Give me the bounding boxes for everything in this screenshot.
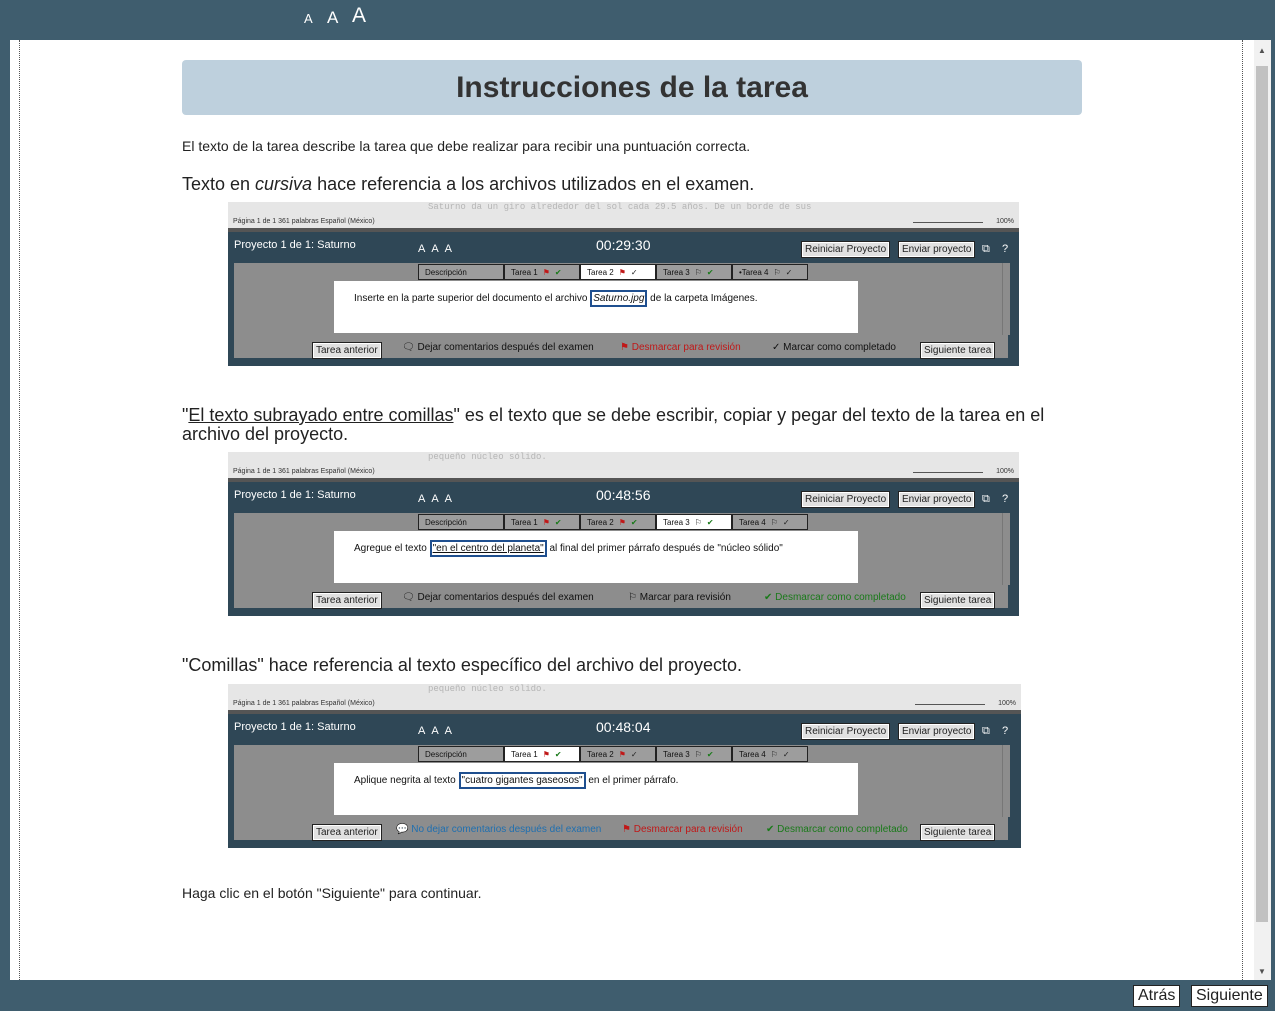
tab-task-2: Tarea 2 ⚑ ✓ [580, 746, 656, 762]
timer: 00:29:30 [596, 237, 651, 253]
restore-icon: ⧉ [982, 493, 990, 505]
project-title: Proyecto 1 de 1: Saturno [234, 721, 356, 733]
comment-icon: 🗨 [402, 592, 415, 603]
check-icon: ✔ [554, 268, 562, 277]
tab-task-4: Tarea 4 ⚐ ✓ [732, 746, 808, 762]
divider [19, 40, 20, 980]
word-status-bar: pequeño núcleo sólido. Página 1 de 1 361 palabras Español (México) 100% [228, 452, 1019, 482]
tab-task-2: Tarea 2 ⚑ ✓ [580, 264, 656, 280]
font-size-medium-button[interactable]: A [327, 8, 339, 27]
no-comments: 💬 No dejar comentarios después del examen [396, 824, 602, 835]
word-status-bar: Saturno da un giro alrededor del sol cada 29.5 años. De un borde de sus Página 1 de 1 361 palabras Español (México) 100% [228, 202, 1019, 232]
tab-task-1: Tarea 1 ⚑ ✔ [504, 746, 580, 762]
submit-project-button: Enviar proyecto [898, 723, 975, 740]
leave-comments: 🗨 Dejar comentarios después del examen [402, 592, 594, 603]
tab-task-1: Tarea 1 ⚑ ✔ [504, 514, 580, 530]
task-text: Inserte en la parte superior del documento el archivo Saturno.jpg de la carpeta Imágenes. [334, 281, 858, 333]
flag-outline-icon: ⚐ [694, 518, 702, 527]
tab-task-1: Tarea 1 ⚑ ✔ [504, 264, 580, 280]
tab-description: Descripción [418, 514, 504, 530]
timer: 00:48:04 [596, 719, 651, 735]
help-icon: ? [1002, 493, 1009, 505]
task-text: Agregue el texto "en el centro del planeta" al final del primer párrafo después de "núcleo sólido" [334, 531, 858, 583]
unmark-complete: ✔ Desmarcar como completado [764, 592, 906, 603]
font-size-controls: AAA [418, 493, 459, 505]
title-banner [182, 60, 1082, 115]
help-icon: ? [1002, 725, 1009, 737]
check-icon: ✔ [764, 592, 773, 603]
example-screenshot-3 [228, 684, 1021, 848]
help-icon: ? [1002, 243, 1009, 255]
scrollbar [1002, 745, 1010, 817]
example-screenshot-1 [228, 202, 1019, 366]
quotes-explanation: "Comillas" hace referencia al texto específico del archivo del proyecto. [182, 655, 743, 675]
check-icon: ✓ [772, 342, 781, 353]
tab-task-4: Tarea 4 ⚐ ✓ [732, 514, 808, 530]
check-icon: ✔ [766, 824, 775, 835]
task-text: Aplique negrita al texto "cuatro gigantes gaseosos" en el primer párrafo. [334, 763, 858, 815]
check-outline-icon: ✓ [782, 750, 790, 759]
submit-project-button: Enviar proyecto [898, 491, 975, 508]
continue-text: Haga clic en el botón "Siguiente" para continuar. [182, 885, 482, 901]
flag-outline-icon: ⚐ [628, 592, 637, 603]
flag-outline-icon: ⚐ [770, 750, 778, 759]
highlighted-text: "cuatro gigantes gaseosos" [459, 772, 586, 789]
highlighted-text: "en el centro del planeta" [430, 540, 547, 557]
tab-task-3: Tarea 3 ⚐ ✔ [656, 746, 732, 762]
flag-icon: ⚑ [542, 268, 550, 277]
mark-review: ⚐ Marcar para revisión [628, 592, 731, 603]
timer: 00:48:56 [596, 487, 651, 503]
reset-project-button: Reiniciar Proyecto [801, 491, 890, 508]
previous-task-button: Tarea anterior [312, 342, 382, 359]
previous-task-button: Tarea anterior [312, 592, 382, 609]
flag-outline-icon: ⚐ [694, 750, 702, 759]
next-button[interactable]: Siguiente [1191, 985, 1268, 1007]
check-outline-icon: ✓ [630, 750, 638, 759]
flag-icon: ⚑ [618, 750, 626, 759]
submit-project-button: Enviar proyecto [898, 241, 975, 258]
flag-icon: ⚑ [542, 518, 550, 527]
check-icon: ✔ [630, 518, 638, 527]
flag-icon: ⚑ [622, 824, 631, 835]
top-bar [0, 0, 1275, 40]
check-icon: ✔ [554, 518, 562, 527]
font-size-controls: AAA [418, 243, 459, 255]
underline-explanation: "El texto subrayado entre comillas" es el texto que se debe escribir, copiar y pegar del texto de la tarea en el archivo del proyecto. [182, 405, 1045, 444]
tab-task-4: •Tarea 4 ⚐ ✓ [732, 264, 808, 280]
check-icon: ✔ [706, 268, 714, 277]
vertical-scrollbar[interactable] [1254, 40, 1271, 980]
task-tabs [418, 746, 808, 762]
flag-icon: ⚑ [542, 750, 550, 759]
flag-icon: ⚑ [618, 518, 626, 527]
comment-icon: 🗨 [402, 342, 415, 353]
flag-outline-icon: ⚐ [770, 518, 778, 527]
check-outline-icon: ✓ [630, 268, 638, 277]
font-size-large-button[interactable]: A [352, 4, 367, 27]
unmark-complete: ✔ Desmarcar como completado [766, 824, 908, 835]
font-size-small-button[interactable]: A [304, 11, 313, 26]
page-title: Instrucciones de la tarea [456, 71, 808, 104]
leave-comments: 🗨 Dejar comentarios después del examen [402, 342, 594, 353]
flag-outline-icon: ⚐ [773, 268, 781, 277]
check-icon: ✔ [706, 750, 714, 759]
tab-description: Descripción [418, 264, 504, 280]
word-status-bar: pequeño núcleo sólido. Página 1 de 1 361 palabras Español (México) 100% [228, 684, 1021, 714]
content-panel [10, 40, 1271, 980]
scrollbar-thumb[interactable] [1256, 66, 1268, 922]
unmark-review: ⚑ Desmarcar para revisión [620, 342, 741, 353]
flag-outline-icon: ⚐ [694, 268, 702, 277]
back-button[interactable]: Atrás [1133, 985, 1180, 1007]
scroll-up-icon[interactable]: ▲ [1258, 46, 1266, 55]
tab-task-2: Tarea 2 ⚑ ✔ [580, 514, 656, 530]
next-task-button: Siguiente tarea [920, 824, 995, 841]
reset-project-button: Reiniciar Proyecto [801, 723, 890, 740]
task-tabs [418, 514, 808, 530]
italic-explanation: Texto en cursiva hace referencia a los archivos utilizados en el examen. [182, 174, 755, 194]
restore-icon: ⧉ [982, 725, 990, 737]
flag-icon: ⚑ [620, 342, 629, 353]
tab-task-3: Tarea 3 ⚐ ✔ [656, 514, 732, 530]
task-tabs [418, 264, 808, 280]
scrollbar [1002, 263, 1010, 335]
next-task-button: Siguiente tarea [920, 592, 995, 609]
check-icon: ✔ [706, 518, 714, 527]
unmark-review: ⚑ Desmarcar para revisión [622, 824, 743, 835]
example-screenshot-2 [228, 452, 1019, 616]
check-outline-icon: ✓ [782, 518, 790, 527]
reset-project-button: Reiniciar Proyecto [801, 241, 890, 258]
previous-task-button: Tarea anterior [312, 824, 382, 841]
tab-task-3: Tarea 3 ⚐ ✔ [656, 264, 732, 280]
check-outline-icon: ✓ [785, 268, 793, 277]
comment-icon: 💬 [396, 824, 409, 835]
project-title: Proyecto 1 de 1: Saturno [234, 489, 356, 501]
flag-icon: ⚑ [618, 268, 626, 277]
intro-text: El texto de la tarea describe la tarea que debe realizar para recibir una puntuación correcta. [182, 138, 751, 154]
check-icon: ✔ [554, 750, 562, 759]
font-size-controls: AAA [418, 725, 459, 737]
divider [1242, 40, 1243, 980]
restore-icon: ⧉ [982, 243, 990, 255]
project-title: Proyecto 1 de 1: Saturno [234, 239, 356, 251]
mark-complete: ✓ Marcar como completado [772, 342, 896, 353]
scrollbar [1002, 513, 1010, 585]
tab-description: Descripción [418, 746, 504, 762]
scroll-down-icon[interactable]: ▼ [1258, 967, 1266, 976]
next-task-button: Siguiente tarea [920, 342, 995, 359]
highlighted-file: Saturno.jpg [590, 290, 647, 307]
